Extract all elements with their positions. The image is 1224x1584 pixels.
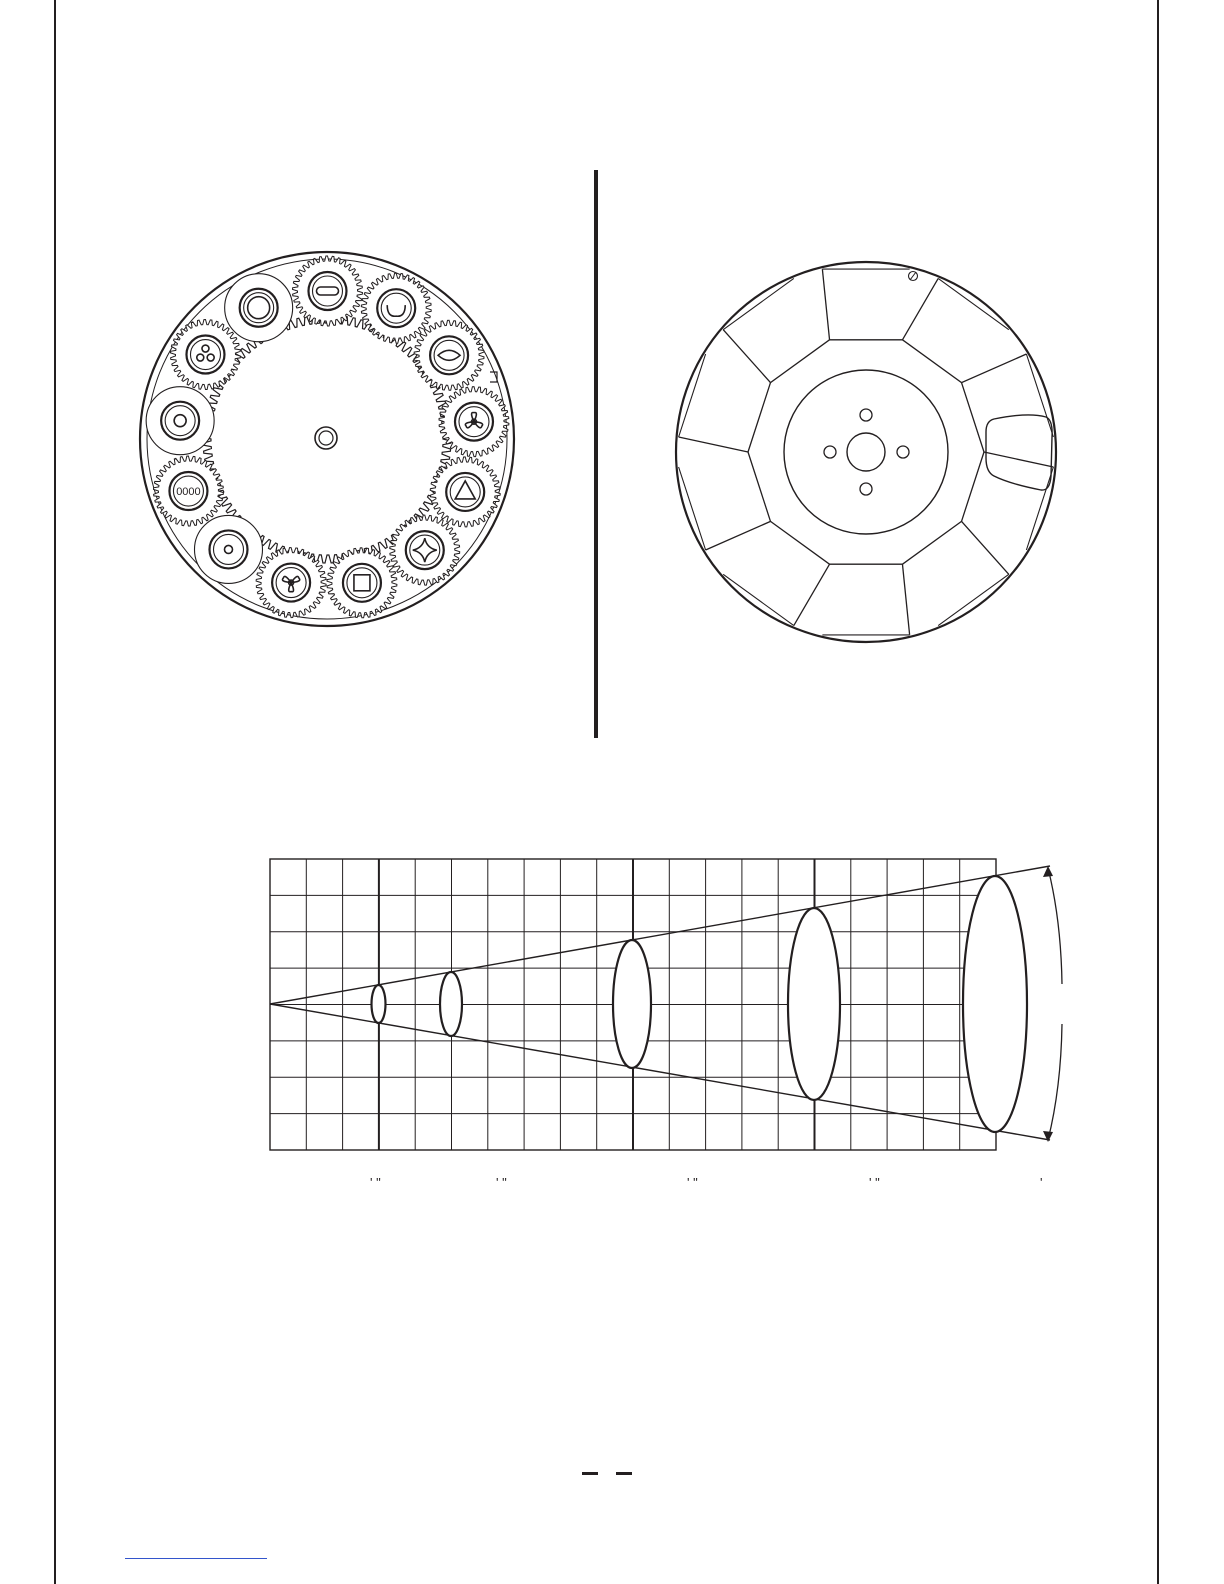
gobo-slot-propeller (256, 548, 326, 618)
gobo-slot-wave (361, 273, 431, 343)
slot-plate (225, 274, 293, 342)
segment-inner-edge (771, 521, 830, 564)
slot-plate (146, 387, 214, 455)
beam-section-3 (613, 940, 651, 1068)
static-wheel (672, 258, 1062, 648)
segment-outer-chord (938, 278, 1009, 329)
segment-outer-chord (679, 467, 706, 550)
distance-mark-4: ' " (869, 1175, 880, 1190)
segment-outer-chord (723, 278, 794, 329)
slot-gear-teeth (414, 320, 484, 390)
gobo-slot-dot (194, 515, 262, 583)
slot-gear-teeth (430, 457, 500, 527)
center-hub (315, 427, 337, 449)
gobo-slot-square (327, 548, 397, 618)
distance-mark-1: ' " (370, 1175, 381, 1190)
slot-gear-teeth (293, 256, 363, 326)
segment-divider (706, 521, 771, 550)
static-wheel-hub (784, 370, 948, 534)
segment-outer-chord (938, 574, 1009, 625)
beam-section-5 (963, 876, 1027, 1132)
distance-mark-2: ' " (496, 1175, 507, 1190)
segment-inner-edge (903, 521, 962, 564)
page-number-dash-left (582, 1472, 598, 1475)
segment-inner-edge (962, 383, 985, 452)
beam-angle-arc-lower (1048, 1024, 1062, 1140)
gobo-slot-bar (293, 256, 363, 326)
slot-plate (194, 515, 262, 583)
static-wheel-segments (679, 269, 1054, 635)
gobo-slot-tri-blade (439, 387, 509, 457)
panel-divider (594, 170, 598, 738)
beam-angle-arc-upper (1048, 868, 1062, 984)
mount-hole-bottom (860, 483, 872, 495)
segment-outer-chord (723, 574, 794, 625)
segment-outer-chord (1026, 354, 1053, 437)
beam-angle-diagram (262, 852, 1062, 1152)
slot-gear-teeth (390, 515, 460, 585)
segment-inner-edge (903, 340, 962, 383)
open-slot-cutout (986, 415, 1052, 490)
gobo-wheel (130, 240, 530, 640)
beam-section-4 (788, 908, 840, 1100)
slot-gear-teeth (171, 320, 241, 390)
segment-inner-edge (962, 452, 985, 521)
segment-inner-edge (748, 452, 771, 521)
static-wheel-center-hole (847, 433, 885, 471)
arrowhead-bottom-icon (1043, 1131, 1053, 1142)
segment-divider (961, 521, 1008, 574)
index-pin-slash (910, 272, 916, 280)
mount-hole-right (897, 446, 909, 458)
segment-divider (679, 437, 748, 452)
static-wheel-outline (676, 262, 1056, 642)
segment-divider (822, 269, 829, 340)
beam-edge-top (270, 866, 1050, 1004)
four-dots-gobo-icon (176, 486, 200, 498)
gobo-slot-open (225, 274, 293, 342)
segment-divider (984, 452, 1053, 467)
segment-outer-chord (679, 354, 706, 437)
mount-hole-left (824, 446, 836, 458)
footer-link[interactable] (125, 1558, 267, 1559)
gobo-slot-triangle (430, 457, 500, 527)
four-dots-label: 0000 (176, 486, 201, 499)
segment-divider (902, 564, 909, 635)
segment-inner-edge (771, 340, 830, 383)
beam-section-2 (440, 972, 462, 1036)
gobo-slot-ring (146, 387, 214, 455)
beam-edge-bottom (270, 1004, 1050, 1140)
slot-gear-teeth (361, 273, 431, 343)
segment-divider (902, 278, 938, 339)
page-border-left (54, 0, 56, 1584)
page-border-right (1157, 0, 1159, 1584)
slot-gear-teeth (327, 548, 397, 618)
segment-divider (961, 354, 1026, 383)
segment-divider (794, 564, 830, 625)
gobo-slot-star (390, 515, 460, 585)
page-number (578, 1458, 638, 1478)
segment-inner-edge (748, 383, 771, 452)
segment-divider (723, 330, 770, 383)
beam-section-1 (372, 985, 386, 1023)
distance-mark-3: ' " (687, 1175, 698, 1190)
center-hub-inner (319, 431, 333, 445)
gobo-slot-three-dots (171, 320, 241, 390)
distance-mark-5: ' (1040, 1175, 1043, 1190)
page-number-dash-right (616, 1472, 632, 1475)
gobo-slot-eye (414, 320, 484, 390)
segment-outer-chord (1026, 467, 1053, 550)
mount-hole-top (860, 409, 872, 421)
